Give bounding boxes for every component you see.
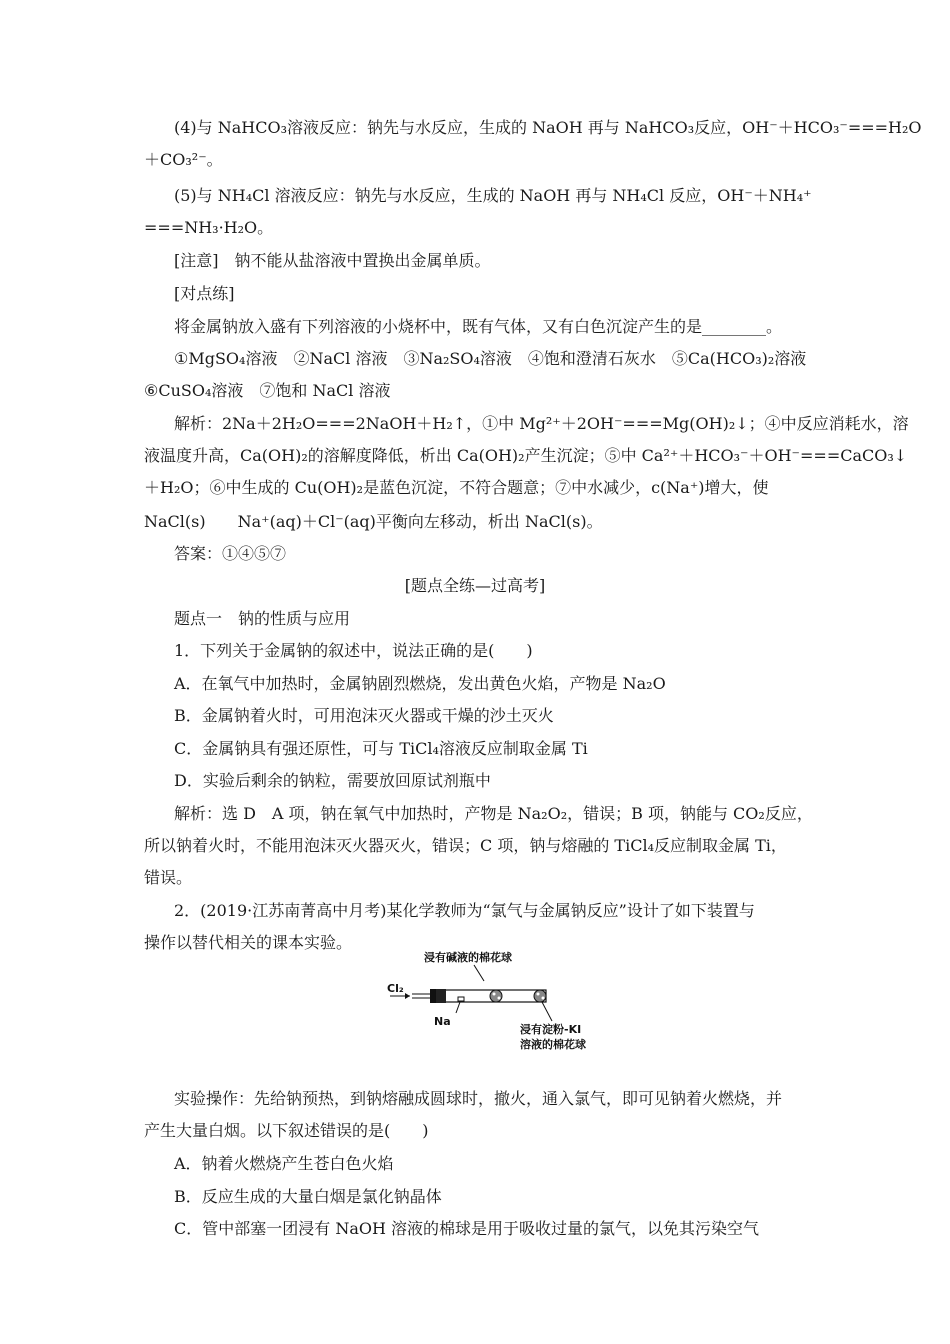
figure-label-na: Na (434, 1015, 451, 1028)
topic1: 题点一 钠的性质与应用 (174, 609, 351, 628)
analysis2-line2: 所以钠着火时，不能用泡沫灭火器灭火，错误；C 项，钠与熔融的 TiCl₄反应制取金属 Ti， (144, 836, 787, 855)
analysis2-line3: 错误。 (144, 868, 193, 887)
analysis1-line3: ＋H₂O；⑥中生成的 Cu(OH)₂是蓝色沉淀，不符合题意；⑦中水减少，c(Na⁺)增大，使 (144, 478, 769, 497)
note: [注意] 钠不能从盐溶液中置换出金属单质。 (174, 251, 491, 270)
experiment-line1: 实验操作：先给钠预热，到钠熔融成圆球时，撤火，通入氯气，即可见钠着火燃烧，并 (174, 1089, 783, 1108)
q2-line2: 操作以替代相关的课本实验。 (144, 933, 353, 952)
experiment-line2: 产生大量白烟。以下叙述错误的是( ) (144, 1121, 429, 1140)
analysis2-line1: 解析：选 D A 项，钠在氧气中加热时，产物是 Na₂O₂，错误；B 项，钠能与 CO₂反应， (174, 804, 813, 823)
section-title: [题点全练—过高考] (404, 576, 546, 595)
practice-question: 将金属钠放入盛有下列溶液的小烧杯中，既有气体，又有白色沉淀产生的是________。 (174, 317, 783, 336)
apparatus-figure (384, 947, 604, 1067)
q2-option-a: A．钠着火燃烧产生苍白色火焰 (174, 1154, 394, 1173)
q2-line1: 2．(2019·江苏南菁高中月考)某化学教师为“氯气与金属钠反应”设计了如下装置与 (174, 901, 755, 920)
p5-line2: ===NH₃·H₂O。 (144, 218, 274, 237)
analysis1-line2: 液温度升高，Ca(OH)₂的溶解度降低，析出 Ca(OH)₂产生沉淀；⑤中 Ca²⁺＋HCO₃⁻＋OH⁻===CaCO₃↓ (144, 446, 908, 465)
p4-line2: ＋CO₃²⁻。 (144, 150, 223, 169)
figure-label-top: 浸有碱液的棉花球 (424, 951, 512, 964)
practice-header: [对点练] (174, 284, 235, 303)
p5-line1: (5)与 NH₄Cl 溶液反应：钠先与水反应，生成的 NaOH 再与 NH₄Cl 反应，OH⁻＋NH₄⁺ (174, 186, 812, 205)
q1-option-d: D．实验后剩余的钠粒，需要放回原试剂瓶中 (174, 771, 491, 790)
q1-option-b: B．金属钠着火时，可用泡沫灭火器或干燥的沙土灭火 (174, 706, 554, 725)
q1-option-c: C．金属钠具有强还原性，可与 TiCl₄溶液反应制取金属 Ti (174, 739, 588, 758)
p4-line1: (4)与 NaHCO₃溶液反应：钠先与水反应，生成的 NaOH 再与 NaHCO₃反应，OH⁻＋HCO₃⁻===H₂O (174, 118, 922, 137)
figure-label-bottom-1: 浸有淀粉-KI (520, 1023, 582, 1036)
q2-option-c: C．管中部塞一团浸有 NaOH 溶液的棉球是用于吸收过量的氯气，以免其污染空气 (174, 1219, 760, 1238)
figure-label-bottom-2: 溶液的棉花球 (520, 1038, 586, 1051)
options-line2: ⑥CuSO₄溶液 ⑦饱和 NaCl 溶液 (144, 381, 391, 400)
answer1: 答案：①④⑤⑦ (174, 544, 287, 563)
analysis1-line4: NaCl(s) Na⁺(aq)＋Cl⁻(aq)平衡向左移动，析出 NaCl(s)。 (144, 512, 603, 531)
q1-option-a: A．在氧气中加热时，金属钠剧烈燃烧，发出黄色火焰，产物是 Na₂O (174, 674, 666, 693)
analysis1-line1: 解析：2Na＋2H₂O===2NaOH＋H₂↑，①中 Mg²⁺＋2OH⁻===Mg(OH)₂↓；④中反应消耗水，溶 (174, 414, 909, 433)
figure-label-cl2: Cl₂ (387, 982, 404, 995)
options-line1: ①MgSO₄溶液 ②NaCl 溶液 ③Na₂SO₄溶液 ④饱和澄清石灰水 ⑤Ca(HCO₃)₂溶液 (174, 349, 807, 368)
q1-stem: 1．下列关于金属钠的叙述中，说法正确的是( ) (174, 641, 533, 660)
q2-option-b: B．反应生成的大量白烟是氯化钠晶体 (174, 1187, 442, 1206)
